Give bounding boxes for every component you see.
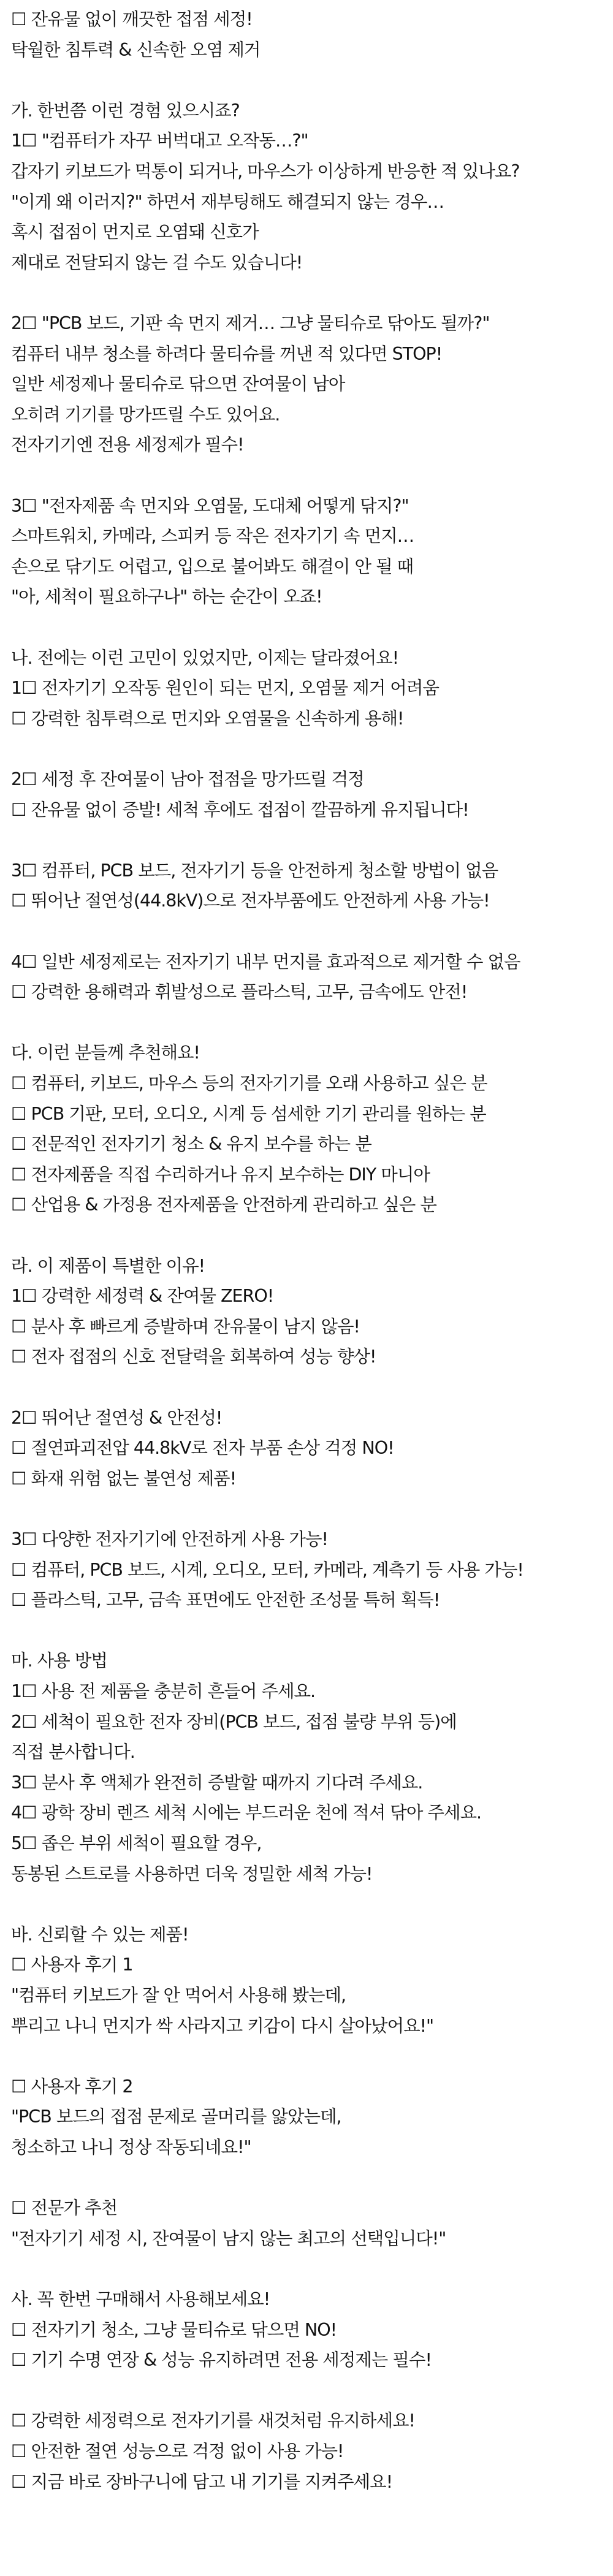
- text-line: 2☐ 세척이 필요한 전자 장비(PCB 보드, 접점 불량 부위 등)에: [11, 1711, 457, 1732]
- text-line: ☐ 절연파괴전압 44.8kV로 전자 부품 손상 걱정 NO!: [11, 1438, 394, 1459]
- text-line: ☐ 플라스틱, 고무, 금속 표면에도 안전한 조성물 특허 획득!: [11, 1590, 440, 1611]
- text-line: 라. 이 제품이 특별한 이유!: [11, 1255, 205, 1276]
- text-line: ☐ 사용자 후기 1: [11, 1955, 133, 1975]
- text-line: 스마트워치, 카메라, 스피커 등 작은 전자기기 속 먼지…: [11, 526, 414, 547]
- text-line: ☐ 사용자 후기 2: [11, 2076, 133, 2097]
- text-line: 갑자기 키보드가 먹통이 되거나, 마우스가 이상하게 반응한 적 있나요?: [11, 161, 520, 181]
- text-line: ☐ 전자제품을 직접 수리하거나 유지 보수하는 DIY 마니아: [11, 1164, 430, 1185]
- text-line: ☐ 컴퓨터, PCB 보드, 시계, 오디오, 모터, 카메라, 계측기 등 사용 가능!: [11, 1559, 524, 1580]
- text-line: "아, 세척이 필요하구나" 하는 순간이 오죠!: [11, 587, 322, 607]
- text-line: 가. 한번쯤 이런 경험 있으시죠?: [11, 100, 240, 121]
- text-line: 3☐ 컴퓨터, PCB 보드, 전자기기 등을 안전하게 청소할 방법이 없음: [11, 860, 498, 881]
- text-line: 직접 분사합니다.: [11, 1742, 135, 1763]
- text-line: 5☐ 좁은 부위 세척이 필요할 경우,: [11, 1833, 262, 1853]
- text-line: 사. 꼭 한번 구매해서 사용해보세요!: [11, 2289, 270, 2309]
- text-line: 동봉된 스트로를 사용하면 더욱 정밀한 세척 가능!: [11, 1863, 373, 1884]
- text-line: ☐ 분사 후 빠르게 증발하며 잔유물이 남지 않음!: [11, 1316, 360, 1337]
- text-line: 1☐ 전자기기 오작동 원인이 되는 먼지, 오염물 제거 어려움: [11, 678, 439, 699]
- text-line: ☐ 뛰어난 절연성(44.8kV)으로 전자부품에도 안전하게 사용 가능!: [11, 891, 490, 911]
- text-line: 바. 신뢰할 수 있는 제품!: [11, 1924, 189, 1945]
- text-line: ☐ 잔유물 없이 증발! 세척 후에도 접점이 깔끔하게 유지됩니다!: [11, 799, 469, 820]
- text-line: ☐ 화재 위험 없는 불연성 제품!: [11, 1468, 237, 1489]
- text-line: 3☐ 분사 후 액체가 완전히 증발할 때까지 기다려 주세요.: [11, 1772, 423, 1793]
- text-line: 청소하고 나니 정상 작동되네요!": [11, 2137, 251, 2157]
- text-line: ☐ 기기 수명 연장 & 성능 유지하려면 전용 세정제는 필수!: [11, 2350, 432, 2371]
- text-line: 혹시 접점이 먼지로 오염돼 신호가: [11, 222, 259, 243]
- text-line: ☐ 전자 접점의 신호 전달력을 회복하여 성능 향상!: [11, 1347, 376, 1367]
- text-line: 컴퓨터 내부 청소를 하려다 물티슈를 꺼낸 적 있다면 STOP!: [11, 343, 443, 364]
- text-line: 2☐ 뛰어난 절연성 & 안전성!: [11, 1407, 223, 1428]
- text-line: ☐ 전문가 추천: [11, 2198, 118, 2219]
- text-line: ☐ 안전한 절연 성능으로 걱정 없이 사용 가능!: [11, 2441, 344, 2461]
- text-line: ☐ 강력한 세정력으로 전자기기를 새것처럼 유지하세요!: [11, 2411, 415, 2431]
- text-line: "컴퓨터 키보드가 잘 안 먹어서 사용해 봤는데,: [11, 1985, 346, 2005]
- text-line: "PCB 보드의 접점 문제로 골머리를 앓았는데,: [11, 2107, 341, 2127]
- text-line: ☐ 전문적인 전자기기 청소 & 유지 보수를 하는 분: [11, 1134, 371, 1155]
- text-line: 1☐ "컴퓨터가 자꾸 버벅대고 오작동…?": [11, 131, 308, 151]
- text-line: 마. 사용 방법: [11, 1651, 107, 1671]
- text-line: ☐ 강력한 침투력으로 먼지와 오염물을 신속하게 용해!: [11, 708, 404, 729]
- text-line: 4☐ 광학 장비 렌즈 세척 시에는 부드러운 천에 적셔 닦아 주세요.: [11, 1803, 482, 1823]
- text-line: 전자기기엔 전용 세정제가 필수!: [11, 435, 244, 455]
- text-line: 1☐ 강력한 세정력 & 잔여물 ZERO!: [11, 1286, 274, 1307]
- text-line: ☐ 컴퓨터, 키보드, 마우스 등의 전자기기를 오래 사용하고 싶은 분: [11, 1073, 487, 1093]
- text-line: 3☐ 다양한 전자기기에 안전하게 사용 가능!: [11, 1529, 328, 1549]
- text-line: 나. 전에는 이런 고민이 있었지만, 이제는 달라졌어요!: [11, 647, 399, 668]
- text-line: 4☐ 일반 세정제로는 전자기기 내부 먼지를 효과적으로 제거할 수 없음: [11, 951, 520, 972]
- text-line: 제대로 전달되지 않는 걸 수도 있습니다!: [11, 252, 303, 273]
- text-line: 일반 세정제나 물티슈로 닦으면 잔여물이 남아: [11, 374, 345, 395]
- text-line: 탁월한 침투력 & 신속한 오염 제거: [11, 39, 261, 60]
- text-line: ☐ 강력한 용해력과 휘발성으로 플라스틱, 고무, 금속에도 안전!: [11, 982, 468, 1003]
- text-line: ☐ PCB 기판, 모터, 오디오, 시계 등 섬세한 기기 관리를 원하는 분: [11, 1103, 486, 1124]
- text-line: 오히려 기기를 망가뜨릴 수도 있어요.: [11, 404, 280, 425]
- text-line: 손으로 닦기도 어렵고, 입으로 불어봐도 해결이 안 될 때: [11, 556, 414, 577]
- text-line: ☐ 지금 바로 장바구니에 담고 내 기기를 지켜주세요!: [11, 2471, 393, 2492]
- text-line: "전자기기 세정 시, 잔여물이 남지 않는 최고의 선택입니다!": [11, 2228, 446, 2249]
- text-line: 다. 이런 분들께 추천해요!: [11, 1043, 200, 1063]
- text-line: 1☐ 사용 전 제품을 충분히 흔들어 주세요.: [11, 1681, 316, 1701]
- text-line: 뿌리고 나니 먼지가 싹 사라지고 키감이 다시 살아났어요!": [11, 2015, 434, 2036]
- text-line: 2☐ "PCB 보드, 기판 속 먼지 제거… 그냥 물티슈로 닦아도 될까?": [11, 313, 490, 333]
- text-line: "이게 왜 이러지?" 하면서 재부팅해도 해결되지 않는 경우…: [11, 191, 444, 212]
- text-line: ☐ 전자기기 청소, 그냥 물티슈로 닦으면 NO!: [11, 2319, 337, 2340]
- text-line: 2☐ 세정 후 잔여물이 남아 접점을 망가뜨릴 걱정: [11, 769, 364, 789]
- text-line: 3☐ "전자제품 속 먼지와 오염물, 도대체 어떻게 닦지?": [11, 495, 409, 516]
- text-line: ☐ 잔유물 없이 깨끗한 접점 세정!: [11, 9, 253, 29]
- text-line: ☐ 산업용 & 가정용 전자제품을 안전하게 관리하고 싶은 분: [11, 1195, 436, 1215]
